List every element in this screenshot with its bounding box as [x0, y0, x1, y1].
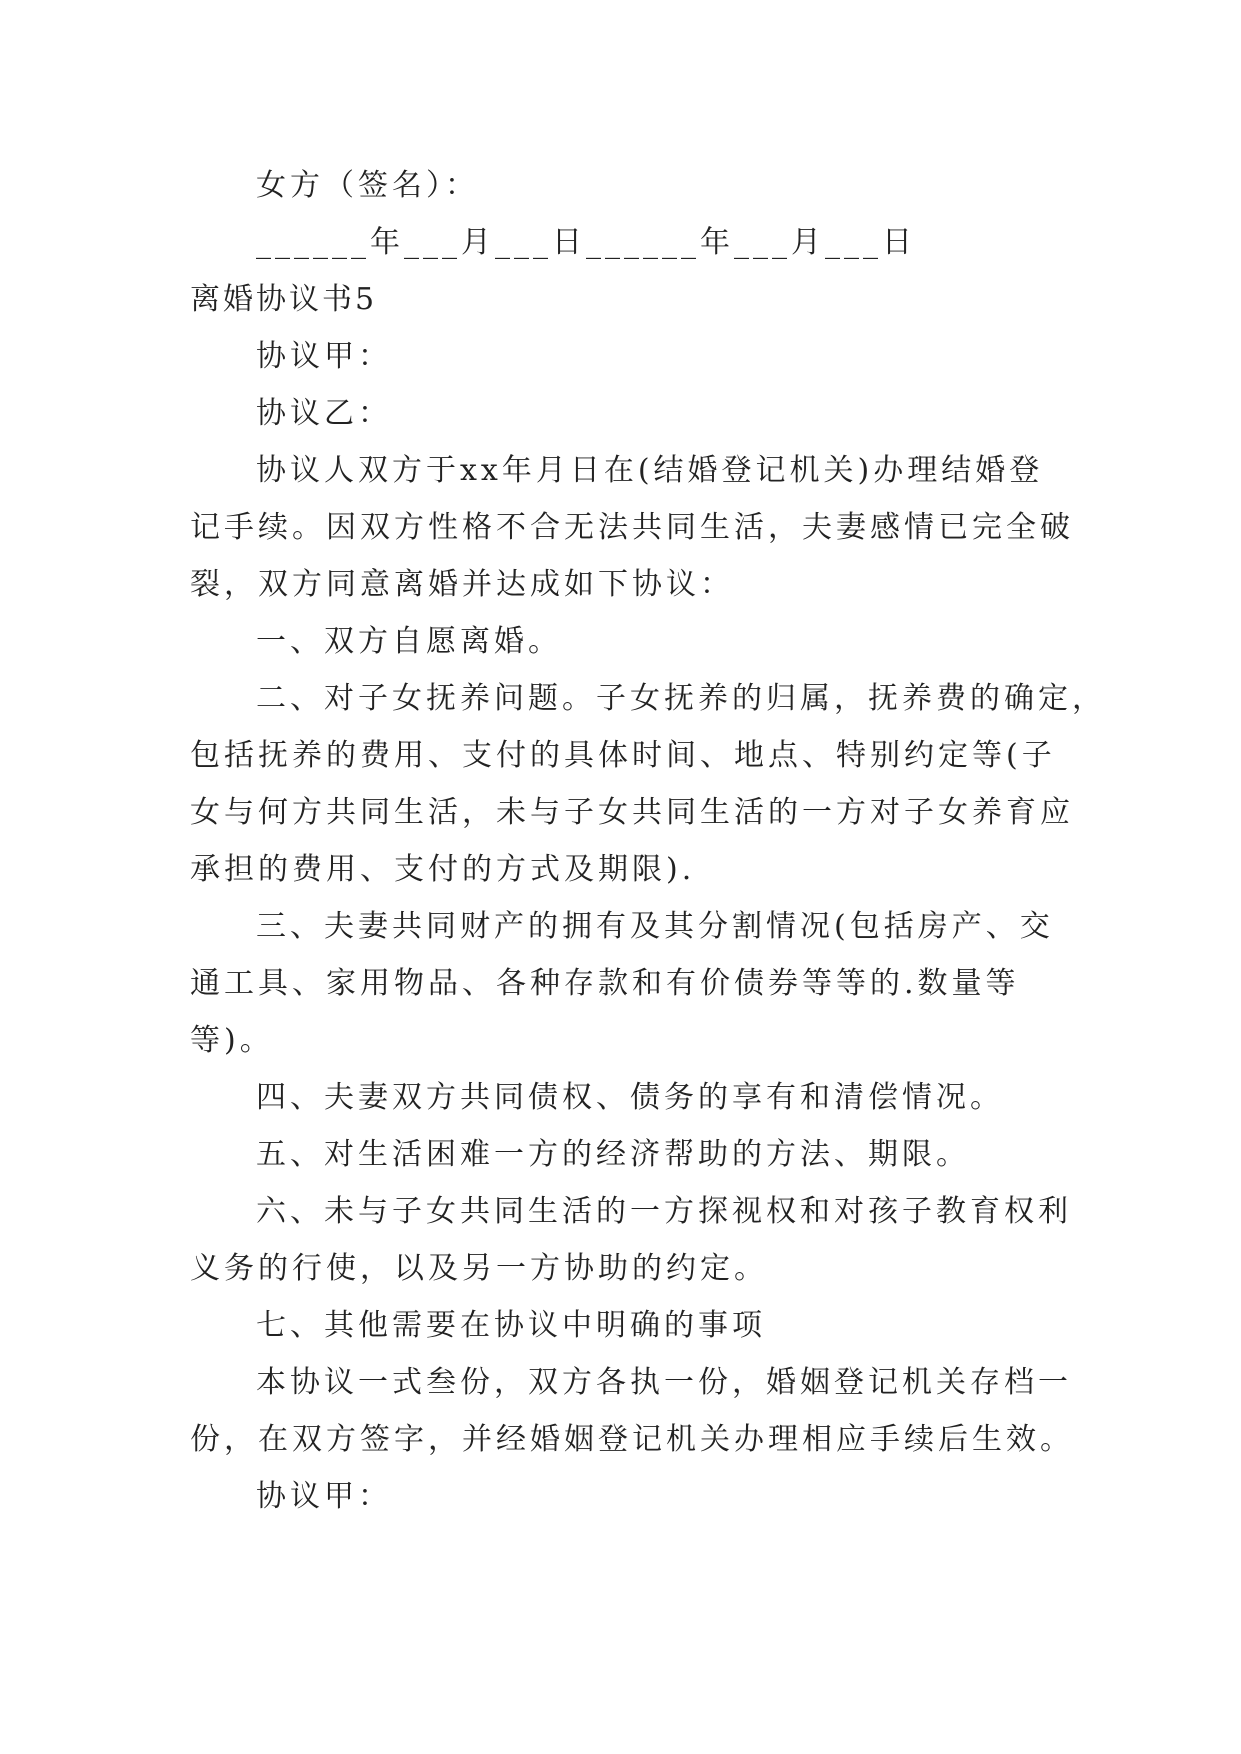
section-heading: 离婚协议书5	[190, 282, 378, 317]
paragraph-line: 包括抚养的费用、支付的具体时间、地点、特别约定等(子	[190, 738, 1056, 773]
paragraph-line: 协议人双方于xx年月日在(结婚登记机关)办理结婚登	[256, 453, 1044, 488]
clause-2: 二、对子女抚养问题。子女抚养的归属，抚养费的确定，	[256, 681, 1106, 716]
clause-6: 六、未与子女共同生活的一方探视权和对孩子教育权利	[256, 1194, 1072, 1229]
paragraph-line: 承担的费用、支付的方式及期限).	[190, 852, 696, 887]
date-blank-line: ______年___月___日______年___月___日	[256, 225, 916, 260]
paragraph-line: 裂，双方同意离婚并达成如下协议：	[190, 567, 734, 602]
female-signature-line: 女方（签名）：	[256, 168, 479, 203]
clause-4: 四、夫妻双方共同债权、债务的享有和清偿情况。	[256, 1080, 1004, 1115]
clause-3: 三、夫妻共同财产的拥有及其分割情况(包括房产、交	[256, 909, 1054, 944]
paragraph-line: 女与何方共同生活，未与子女共同生活的一方对子女养育应	[190, 795, 1074, 830]
closing-paragraph: 本协议一式叁份，双方各执一份，婚姻登记机关存档一	[256, 1365, 1072, 1400]
paragraph-line: 等)。	[190, 1023, 274, 1058]
party-a-line: 协议甲：	[256, 339, 392, 374]
party-b-line: 协议乙：	[256, 396, 392, 431]
clause-1: 一、双方自愿离婚。	[256, 624, 562, 659]
paragraph-line: 通工具、家用物品、各种存款和有价债券等等的.数量等	[190, 966, 1020, 1001]
paragraph-line: 份，在双方签字，并经婚姻登记机关办理相应手续后生效。	[190, 1422, 1074, 1457]
paragraph-line: 记手续。因双方性格不合无法共同生活，夫妻感情已完全破	[190, 510, 1074, 545]
paragraph-line: 义务的行使，以及另一方协助的约定。	[190, 1251, 768, 1286]
party-a-signature-line: 协议甲：	[256, 1479, 392, 1514]
clause-7: 七、其他需要在协议中明确的事项	[256, 1308, 766, 1343]
clause-5: 五、对生活困难一方的经济帮助的方法、期限。	[256, 1137, 970, 1172]
